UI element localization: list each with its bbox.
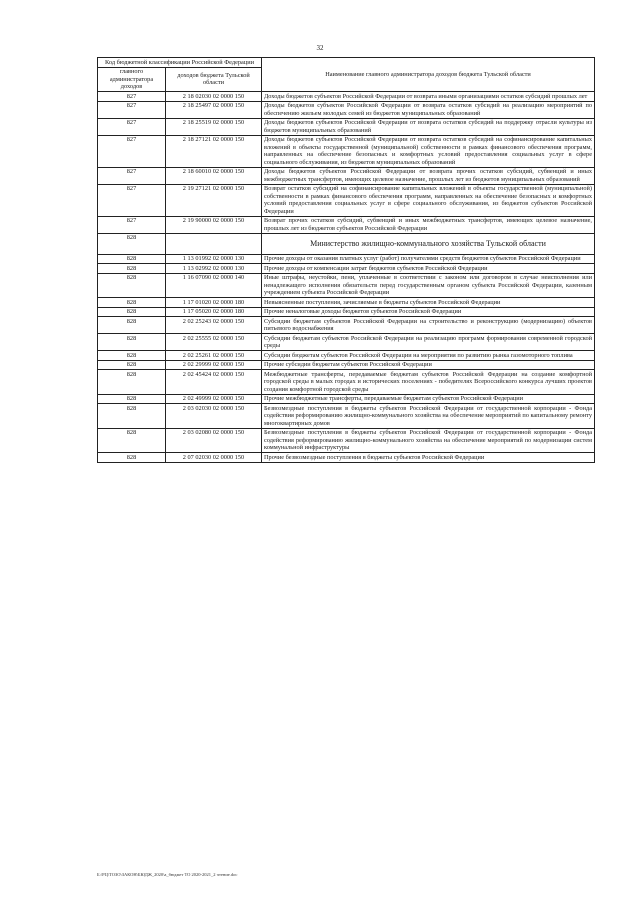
income-code-cell: 2 18 25519 02 0000 150 — [166, 118, 262, 135]
income-code-cell: 2 02 45424 02 0000 150 — [166, 370, 262, 395]
income-name-cell: Иные штрафы, неустойки, пени, уплаченные в соответствии с законом или договором в случае неисполнения или ненадлежащего исполнения обязательств перед государственным органом субъекта Российской Федерации, казенным учреждением субъекта Российской Федерации — [262, 273, 595, 298]
income-name-cell: Безвозмездные поступления в бюджеты субъектов Российской Федерации от государственной корпорации - Фонда содействия реформированию жилищно-коммунального хозяйства на обеспечение мероприятий по капитальному ремонту многоквартирных домов — [262, 404, 595, 429]
income-name-cell: Возврат остатков субсидий на софинансирование капитальных вложений в объекты государственной (муниципальной) собственности в рамках финансового обеспечения программ, направленных на обеспечение безопасных и комфортных условий предоставления социальных услуг в сфере социального обслуживания, из бюджетов субъектов Российской Федерации — [262, 184, 595, 216]
admin-code-cell: 827 — [98, 167, 166, 184]
admin-code-cell: 827 — [98, 92, 166, 102]
income-name-cell: Доходы бюджетов субъектов Российской Федерации от возврата остатков субсидий на реализацию мероприятий по обеспечению жильем молодых семей из бюджетов муниципальных образований — [262, 101, 595, 118]
name-column-header: Наименование главного администратора доходов бюджета Тульской области — [262, 58, 595, 92]
admin-code-cell: 828 — [98, 404, 166, 429]
income-code-cell: 1 13 02992 02 0000 130 — [166, 264, 262, 274]
table-row — [98, 307, 595, 317]
income-code-cell: 2 18 60010 02 0000 150 — [166, 167, 262, 184]
table-row — [98, 370, 595, 395]
income-code-cell: 2 03 02030 02 0000 150 — [166, 404, 262, 429]
income-code-cell: 2 18 27121 02 0000 150 — [166, 135, 262, 167]
income-code-cell: 2 03 02080 02 0000 150 — [166, 428, 262, 453]
admin-code-cell: 828 — [98, 317, 166, 334]
income-name-cell: Доходы бюджетов субъектов Российской Федерации от возврата прочих остатков субсидий, субвенций и иных межбюджетных трансфертов, имеющих целевое назначение, прошлых лет из бюджетов муниципальных образований — [262, 167, 595, 184]
table-row — [98, 118, 595, 135]
table-row — [98, 216, 595, 233]
table-row — [98, 273, 595, 298]
table-row — [98, 360, 595, 370]
income-name-cell: Субсидии бюджетам субъектов Российской Федерации на реализацию программ формирования современной городской среды — [262, 334, 595, 351]
revenue-administrators-table — [97, 57, 595, 463]
admin-code-cell: 827 — [98, 216, 166, 233]
admin-code-cell: 828 — [98, 453, 166, 463]
admin-code-cell: 828 — [98, 428, 166, 453]
income-code-cell: 2 02 49999 02 0000 150 — [166, 394, 262, 404]
admin-code-cell: 828 — [98, 254, 166, 264]
income-name-cell: Доходы бюджетов субъектов Российской Федерации от возврата остатков субсидий на поддержку отрасли культуры из бюджетов муниципальных образований — [262, 118, 595, 135]
table-row — [98, 264, 595, 274]
admin-code-cell: 827 — [98, 184, 166, 216]
income-name-cell: Субсидии бюджетам субъектов Российской Федерации на мероприятия по развитию рынка газомоторного топлива — [262, 351, 595, 361]
income-code-cell: 1 13 01992 02 0000 130 — [166, 254, 262, 264]
income-code-cell: 1 17 05020 02 0000 180 — [166, 307, 262, 317]
section-header-row — [98, 233, 595, 254]
table-header-row — [98, 58, 595, 68]
income-code-cell: 2 02 25555 02 0000 150 — [166, 334, 262, 351]
table-row — [98, 453, 595, 463]
income-code-cell: 1 16 07090 02 0000 140 — [166, 273, 262, 298]
income-code-cell: 2 19 90000 02 0000 150 — [166, 216, 262, 233]
table-row — [98, 428, 595, 453]
table-row — [98, 298, 595, 308]
table-body — [98, 92, 595, 463]
table-row — [98, 317, 595, 334]
income-code-cell: 2 18 02030 02 0000 150 — [166, 92, 262, 102]
income-name-cell: Прочие безвозмездные поступления в бюджеты субъектов Российской Федерации — [262, 453, 595, 463]
income-code-cell: 2 02 25243 02 0000 150 — [166, 317, 262, 334]
income-code-cell: 2 18 25497 02 0000 150 — [166, 101, 262, 118]
admin-code-cell: 828 — [98, 351, 166, 361]
file-path-footer: Б:\РЦ\ТОЗО\ЗАКОН\БЮДЖ_2020\а_бюджет ТО 2020-2021_2 чтение.doc — [97, 872, 238, 877]
income-column-header: доходов бюджета Тульской области — [166, 67, 262, 92]
income-name-cell: Прочие доходы от компенсации затрат бюджетов субъектов Российской Федерации — [262, 264, 595, 274]
income-code-cell: 2 02 29999 02 0000 150 — [166, 360, 262, 370]
admin-code-cell: 828 — [98, 233, 166, 254]
admin-code-cell: 828 — [98, 334, 166, 351]
admin-code-cell: 828 — [98, 273, 166, 298]
table-row — [98, 254, 595, 264]
income-name-cell: Возврат прочих остатков субсидий, субвенций и иных межбюджетных трансфертов, имеющих целевое назначение, прошлых лет из бюджетов субъектов Российской Федерации — [262, 216, 595, 233]
income-name-cell: Межбюджетные трансферты, передаваемые бюджетам субъектов Российской Федерации на создание комфортной городской среды в малых городах и исторических поселениях - победителях Всероссийского конкурса лучших проектов создания комфортной городской среды — [262, 370, 595, 395]
admin-column-header: главного администратора доходов — [98, 67, 166, 92]
admin-code-cell: 828 — [98, 360, 166, 370]
table-row — [98, 101, 595, 118]
table-row — [98, 351, 595, 361]
income-name-cell: Невыясненные поступления, зачисляемые в бюджеты субъектов Российской Федерации — [262, 298, 595, 308]
admin-code-cell: 827 — [98, 118, 166, 135]
admin-code-cell: 828 — [98, 298, 166, 308]
income-name-cell: Субсидии бюджетам субъектов Российской Федерации на строительство и реконструкцию (модернизацию) объектов питьевого водоснабжения — [262, 317, 595, 334]
admin-code-cell: 827 — [98, 135, 166, 167]
table-row — [98, 404, 595, 429]
table-row — [98, 135, 595, 167]
table-row — [98, 92, 595, 102]
bk-code-group-header: Код бюджетной классификации Российской Федерации — [98, 58, 262, 68]
income-code-cell: 2 07 02030 02 0000 150 — [166, 453, 262, 463]
income-code-cell: 2 19 27121 02 0000 150 — [166, 184, 262, 216]
table-row — [98, 334, 595, 351]
admin-code-cell: 828 — [98, 307, 166, 317]
income-code-cell: 2 02 25261 02 0000 150 — [166, 351, 262, 361]
income-name-cell: Прочие неналоговые доходы бюджетов субъектов Российской Федерации — [262, 307, 595, 317]
table-row — [98, 167, 595, 184]
section-title-cell: Министерство жилищно-коммунального хозяйства Тульской области — [262, 233, 595, 254]
admin-code-cell: 827 — [98, 101, 166, 118]
table-row — [98, 394, 595, 404]
page-number: 32 — [316, 44, 324, 52]
income-name-cell: Доходы бюджетов субъектов Российской Федерации от возврата иными организациями остатков субсидий прошлых лет — [262, 92, 595, 102]
income-name-cell: Прочие доходы от оказания платных услуг (работ) получателями средств бюджетов субъектов Российской Федерации — [262, 254, 595, 264]
income-name-cell: Прочие межбюджетные трансферты, передаваемые бюджетам субъектов Российской Федерации — [262, 394, 595, 404]
income-name-cell: Доходы бюджетов субъектов Российской Федерации от возврата остатков субсидий на софинансирование капитальных вложений в объекты государственной (муниципальной) собственности в рамках финансового обеспечения программ, направленных на обеспечение безопасных и комфортных условий предоставления социальных услуг в сфере социального обслуживания, из бюджетов муниципальных образований — [262, 135, 595, 167]
income-name-cell: Прочие субсидии бюджетам субъектов Российской Федерации — [262, 360, 595, 370]
table-row — [98, 184, 595, 216]
income-name-cell: Безвозмездные поступления в бюджеты субъектов Российской Федерации от государственной корпорации - Фонда содействия реформированию жилищно-коммунального хозяйства на обеспечение мероприятий по модернизации систем коммунальной инфраструктуры — [262, 428, 595, 453]
income-code-cell: 1 17 01020 02 0000 180 — [166, 298, 262, 308]
admin-code-cell: 828 — [98, 264, 166, 274]
admin-code-cell: 828 — [98, 394, 166, 404]
admin-code-cell: 828 — [98, 370, 166, 395]
income-code-cell — [166, 233, 262, 254]
